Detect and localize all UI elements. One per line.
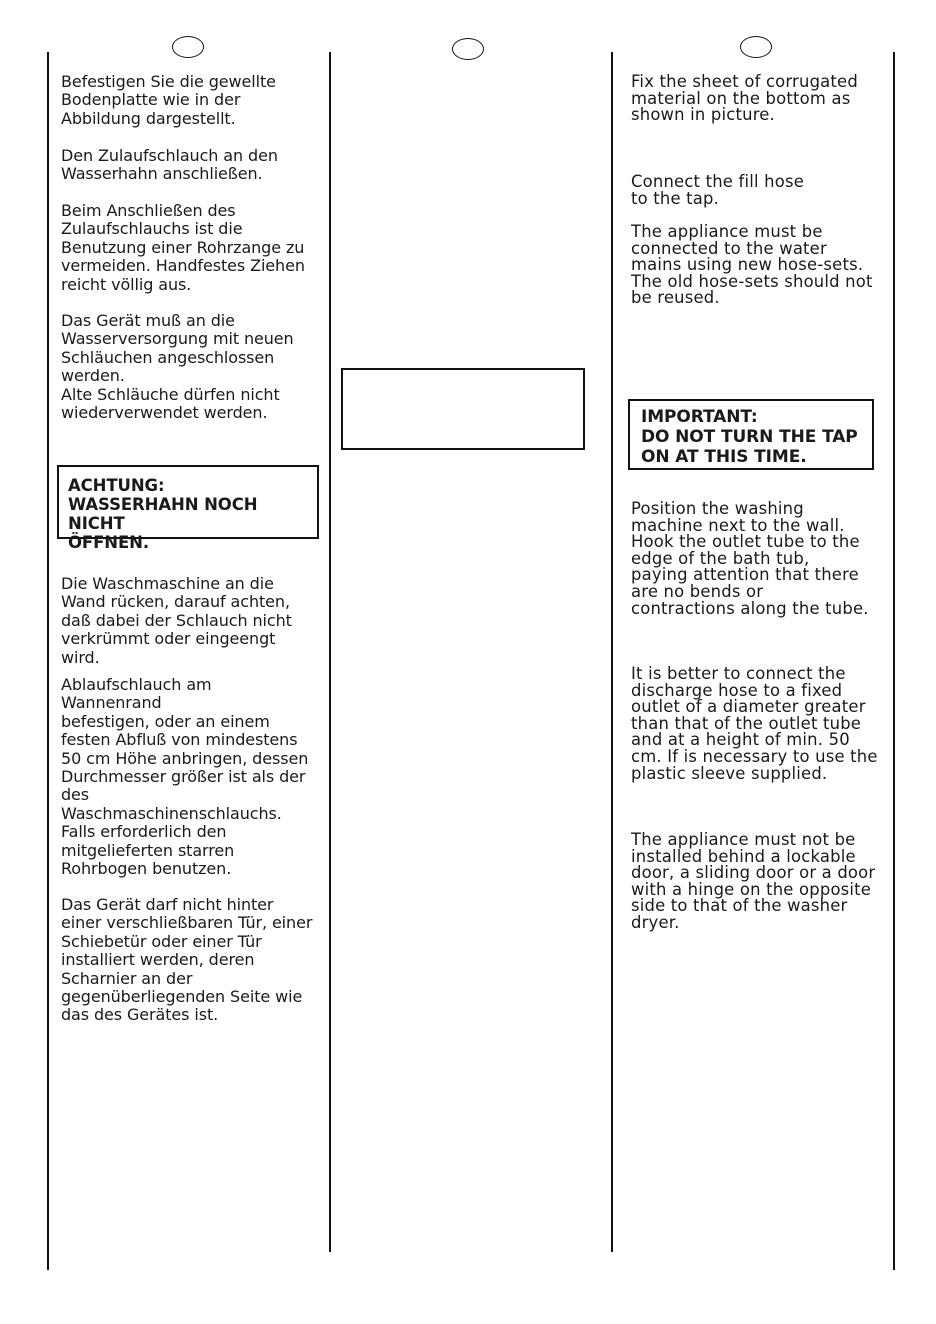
english-paragraph-3: The appliance must be connected to the water mains using new hose-sets. The old hose-sets should not be reused.: [631, 222, 873, 308]
german-warning-box: ACHTUNG: WASSERHAHN NOCH NICHT ÖFFNEN.: [57, 465, 319, 539]
english-paragraph-6: The appliance must not be installed behind a lockable door, a sliding door or a door with a hinge on the opposite side to that of the washer dryer.: [631, 830, 876, 932]
middle-empty-box: [341, 368, 585, 450]
german-column: [0, 0, 330, 1324]
german-paragraph-7: Das Gerät darf nicht hinter einer verschließbaren Tür, einer Schiebetür oder einer Tür installiert werden, deren Scharnier an der gegenüberliegenden Seite wie das des Gerätes ist.: [61, 895, 313, 1025]
german-paragraph-5: Die Waschmaschine an die Wand rücken, darauf achten, daß dabei der Schlauch nicht verkrümmt oder eingeengt wird.: [61, 574, 292, 667]
english-paragraph-5: It is better to connect the discharge hose to a fixed outlet of a diameter greater than that of the outlet tube and at a height of min. 50 cm. If is necessary to use the plastic sleeve supplied.: [631, 664, 878, 783]
english-column: [612, 0, 894, 1324]
german-paragraph-3: Beim Anschließen des Zulaufschlauchs ist die Benutzung einer Rohrzange zu vermeiden. Handfestes Ziehen reicht völlig aus.: [61, 201, 305, 294]
german-paragraph-4: Das Gerät muß an die Wasserversorgung mit neuen Schläuchen angeschlossen werden. Alte Schläuche dürfen nicht wiederverwendet werden.: [61, 311, 294, 423]
english-paragraph-1: Fix the sheet of corrugated material on the bottom as shown in picture.: [631, 72, 858, 125]
german-paragraph-1: Befestigen Sie die gewellte Bodenplatte wie in der Abbildung dargestellt.: [61, 72, 276, 128]
english-paragraph-4: Position the washing machine next to the wall. Hook the outlet tube to the edge of the bath tub, paying attention that there are no bends or contractions along the tube.: [631, 499, 869, 618]
english-paragraph-2: Connect the fill hose to the tap.: [631, 172, 804, 208]
language-circle-middle: [452, 38, 484, 60]
german-paragraph-6: Ablaufschlauch am Wannenrand befestigen, oder an einem festen Abfluß von mindestens 50 cm Höhe anbringen, dessen Durchmesser größer ist als der des Waschmaschinenschlauchs. Falls erforderlich den mitgelieferten starren Rohrbogen benutzen.: [61, 675, 309, 879]
german-paragraph-2: Den Zulaufschlauch an den Wasserhahn anschließen.: [61, 146, 278, 184]
english-warning-box: IMPORTANT: DO NOT TURN THE TAP ON AT THIS TIME.: [628, 399, 874, 470]
